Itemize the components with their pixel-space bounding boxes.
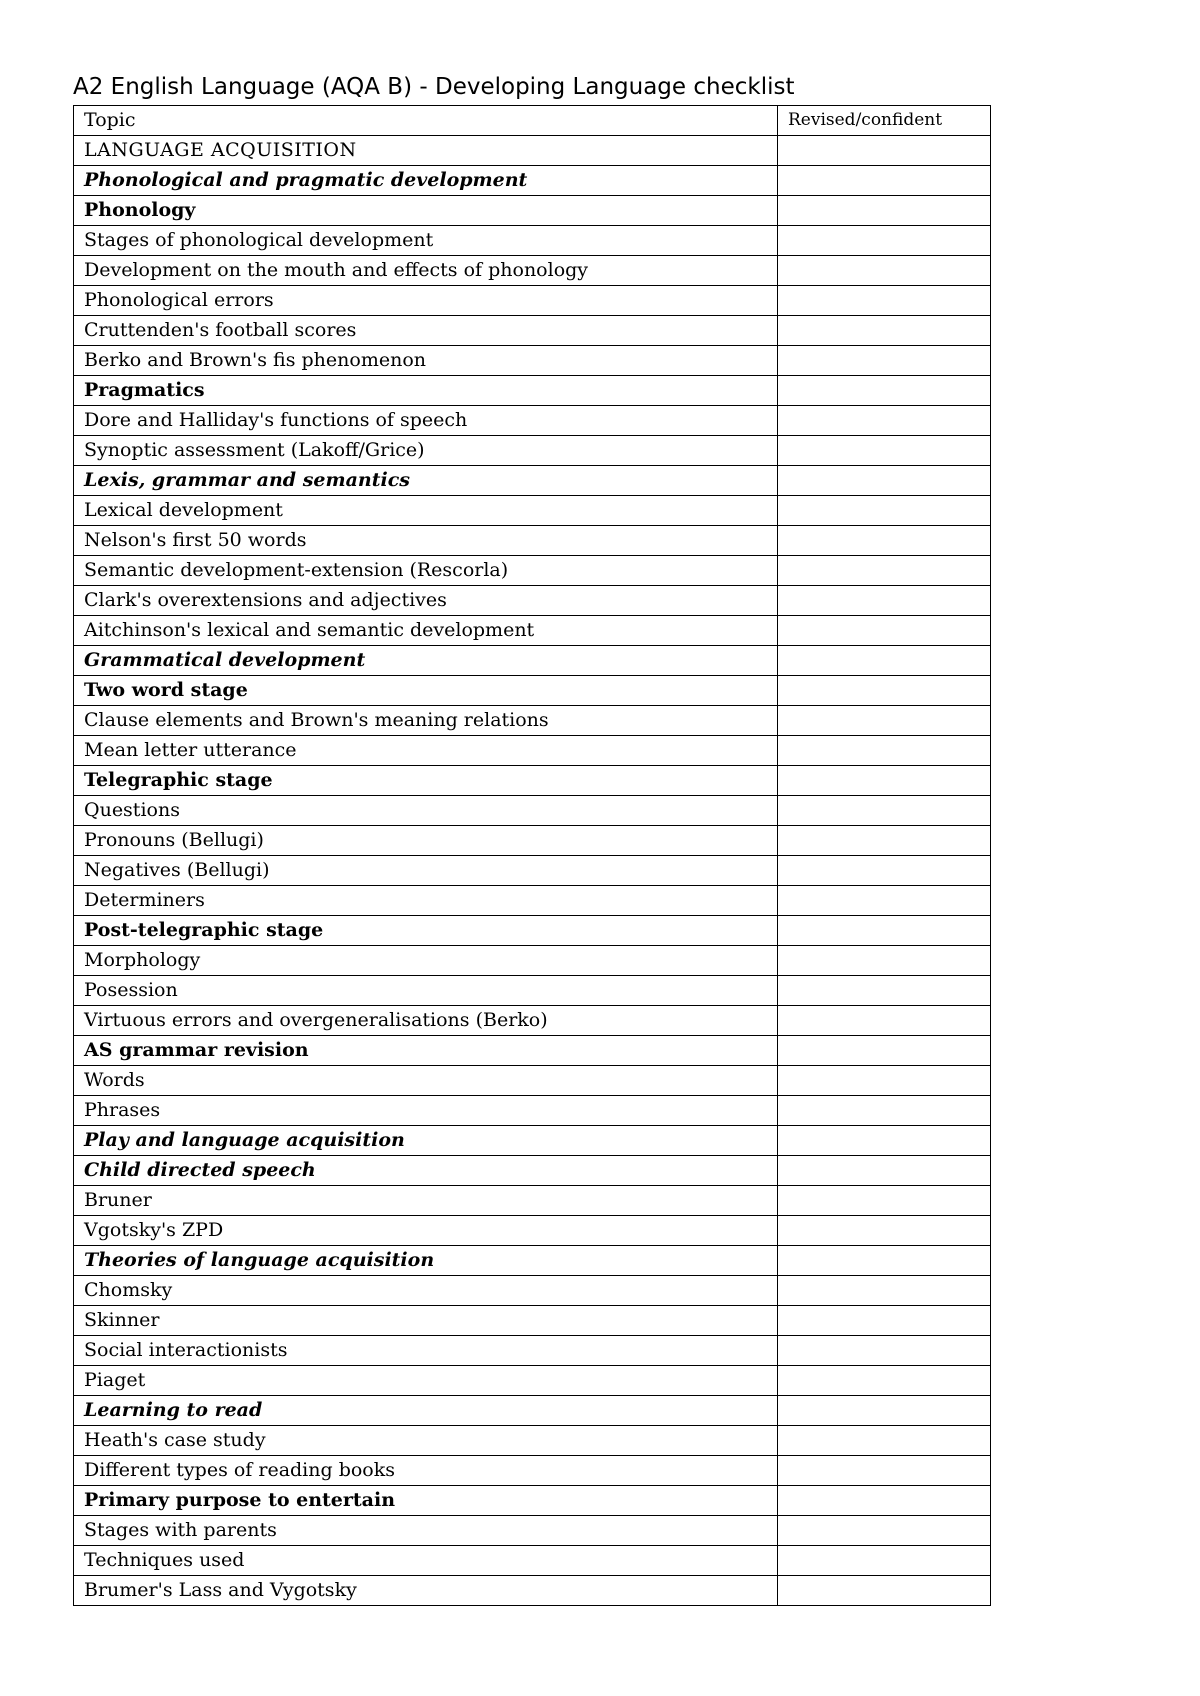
revised-confident-cell[interactable] (778, 346, 991, 376)
topic-cell: Pronouns (Bellugi) (74, 826, 778, 856)
revised-confident-cell[interactable] (778, 1336, 991, 1366)
topic-cell: Play and language acquisition (74, 1126, 778, 1156)
table-row (74, 1486, 991, 1516)
topic-cell: Negatives (Bellugi) (74, 856, 778, 886)
table-row (74, 406, 991, 436)
topic-cell: Morphology (74, 946, 778, 976)
table-row (74, 1096, 991, 1126)
table-row (74, 1126, 991, 1156)
topic-cell: Synoptic assessment (Lakoff/Grice) (74, 436, 778, 466)
revised-confident-cell[interactable] (778, 526, 991, 556)
table-row (74, 706, 991, 736)
table-row (74, 1306, 991, 1336)
revised-confident-cell[interactable] (778, 916, 991, 946)
topic-cell: Mean letter utterance (74, 736, 778, 766)
revised-confident-cell[interactable] (778, 1246, 991, 1276)
topic-cell: Virtuous errors and overgeneralisations (Berko) (74, 1006, 778, 1036)
table-row (74, 826, 991, 856)
revised-confident-cell[interactable] (778, 256, 991, 286)
table-row (74, 1516, 991, 1546)
table-row (74, 1066, 991, 1096)
table-row (74, 376, 991, 406)
table-row (74, 286, 991, 316)
revised-confident-cell[interactable] (778, 856, 991, 886)
topic-cell: Berko and Brown's fis phenomenon (74, 346, 778, 376)
table-row (74, 526, 991, 556)
topic-cell: Dore and Halliday's functions of speech (74, 406, 778, 436)
revised-confident-cell[interactable] (778, 1006, 991, 1036)
revised-confident-cell[interactable] (778, 1036, 991, 1066)
table-row (74, 1156, 991, 1186)
revised-confident-cell[interactable] (778, 1546, 991, 1576)
topic-column-header: Topic (74, 106, 778, 136)
revised-confident-cell[interactable] (778, 436, 991, 466)
revised-confident-cell[interactable] (778, 1576, 991, 1606)
revised-confident-cell[interactable] (778, 1306, 991, 1336)
table-row (74, 946, 991, 976)
topic-cell: Cruttenden's football scores (74, 316, 778, 346)
revised-confident-cell[interactable] (778, 166, 991, 196)
topic-cell: Heath's case study (74, 1426, 778, 1456)
table-row (74, 496, 991, 526)
table-row (74, 346, 991, 376)
revised-confident-cell[interactable] (778, 676, 991, 706)
topic-cell: Primary purpose to entertain (74, 1486, 778, 1516)
topic-cell: Telegraphic stage (74, 766, 778, 796)
topic-cell: Grammatical development (74, 646, 778, 676)
topic-cell: Child directed speech (74, 1156, 778, 1186)
revised-confident-cell[interactable] (778, 1276, 991, 1306)
table-row (74, 1396, 991, 1426)
revised-confident-cell[interactable] (778, 1486, 991, 1516)
topic-cell: Two word stage (74, 676, 778, 706)
table-row (74, 466, 991, 496)
topic-cell: Skinner (74, 1306, 778, 1336)
table-row (74, 316, 991, 346)
table-row (74, 556, 991, 586)
table-row (74, 1216, 991, 1246)
table-row (74, 1456, 991, 1486)
revised-confident-cell[interactable] (778, 316, 991, 346)
table-row (74, 1576, 991, 1606)
revised-confident-cell[interactable] (778, 616, 991, 646)
topic-cell: Techniques used (74, 1546, 778, 1576)
topic-cell: Clause elements and Brown's meaning relations (74, 706, 778, 736)
revised-confident-cell[interactable] (778, 406, 991, 436)
revised-confident-cell[interactable] (778, 1126, 991, 1156)
revised-confident-cell[interactable] (778, 706, 991, 736)
revised-confident-cell[interactable] (778, 1366, 991, 1396)
table-row (74, 1006, 991, 1036)
topic-cell: Learning to read (74, 1396, 778, 1426)
topic-cell: Phonology (74, 196, 778, 226)
topic-cell: Phonological and pragmatic development (74, 166, 778, 196)
topic-cell: Chomsky (74, 1276, 778, 1306)
table-row (74, 976, 991, 1006)
revised-confident-cell[interactable] (778, 826, 991, 856)
table-row (74, 436, 991, 466)
topic-cell: Phrases (74, 1096, 778, 1126)
revised-confident-cell[interactable] (778, 556, 991, 586)
revised-confident-cell[interactable] (778, 226, 991, 256)
topic-cell: Development on the mouth and effects of phonology (74, 256, 778, 286)
revised-confident-cell[interactable] (778, 1066, 991, 1096)
table-row (74, 646, 991, 676)
checklist-body (74, 136, 991, 1606)
revised-confident-cell[interactable] (778, 586, 991, 616)
topic-cell: Brumer's Lass and Vygotsky (74, 1576, 778, 1606)
topic-cell: LANGUAGE ACQUISITION (74, 136, 778, 166)
topic-cell: Lexical development (74, 496, 778, 526)
table-row (74, 1036, 991, 1066)
table-row (74, 856, 991, 886)
topic-cell: Theories of language acquisition (74, 1246, 778, 1276)
revised-confident-cell[interactable] (778, 1186, 991, 1216)
table-row (74, 1186, 991, 1216)
topic-cell: Piaget (74, 1366, 778, 1396)
table-row (74, 226, 991, 256)
topic-cell: Nelson's first 50 words (74, 526, 778, 556)
revised-confident-cell[interactable] (778, 736, 991, 766)
table-row (74, 1546, 991, 1576)
topic-cell: Questions (74, 796, 778, 826)
status-column-header: Revised/confident (778, 106, 991, 136)
revised-confident-cell[interactable] (778, 796, 991, 826)
revised-confident-cell[interactable] (778, 976, 991, 1006)
revised-confident-cell[interactable] (778, 946, 991, 976)
topic-cell: Lexis, grammar and semantics (74, 466, 778, 496)
revised-confident-cell[interactable] (778, 196, 991, 226)
table-row (74, 586, 991, 616)
revised-confident-cell[interactable] (778, 466, 991, 496)
table-row (74, 676, 991, 706)
table-row (74, 1276, 991, 1306)
topic-cell: Vgotsky's ZPD (74, 1216, 778, 1246)
table-row (74, 196, 991, 226)
revised-confident-cell[interactable] (778, 496, 991, 526)
revised-confident-cell[interactable] (778, 376, 991, 406)
topic-cell: Pragmatics (74, 376, 778, 406)
topic-cell: Determiners (74, 886, 778, 916)
table-row (74, 616, 991, 646)
table-row (74, 736, 991, 766)
table-row (74, 796, 991, 826)
topic-cell: Different types of reading books (74, 1456, 778, 1486)
topic-cell: Bruner (74, 1186, 778, 1216)
table-row (74, 1366, 991, 1396)
topic-cell: Phonological errors (74, 286, 778, 316)
table-row (74, 1336, 991, 1366)
topic-cell: Stages with parents (74, 1516, 778, 1546)
revised-confident-cell[interactable] (778, 1396, 991, 1426)
document-title: A2 English Language (AQA B) - Developing Language checklist (73, 74, 795, 100)
table-row (74, 1246, 991, 1276)
topic-cell: Post-telegraphic stage (74, 916, 778, 946)
revised-confident-cell[interactable] (778, 136, 991, 166)
topic-cell: Stages of phonological development (74, 226, 778, 256)
topic-cell: Words (74, 1066, 778, 1096)
table-row (74, 256, 991, 286)
revised-confident-cell[interactable] (778, 1216, 991, 1246)
revised-confident-cell[interactable] (778, 1456, 991, 1486)
table-row (74, 166, 991, 196)
table-row (74, 1426, 991, 1456)
revised-confident-cell[interactable] (778, 1156, 991, 1186)
revised-confident-cell[interactable] (778, 766, 991, 796)
table-row (74, 916, 991, 946)
checklist-table (73, 105, 991, 1606)
topic-cell: Clark's overextensions and adjectives (74, 586, 778, 616)
topic-cell: AS grammar revision (74, 1036, 778, 1066)
revised-confident-cell[interactable] (778, 286, 991, 316)
revised-confident-cell[interactable] (778, 1096, 991, 1126)
revised-confident-cell[interactable] (778, 1516, 991, 1546)
topic-cell: Semantic development-extension (Rescorla) (74, 556, 778, 586)
topic-cell: Aitchinson's lexical and semantic development (74, 616, 778, 646)
topic-cell: Posession (74, 976, 778, 1006)
revised-confident-cell[interactable] (778, 646, 991, 676)
revised-confident-cell[interactable] (778, 1426, 991, 1456)
table-row (74, 766, 991, 796)
table-header-row (74, 106, 991, 136)
table-row (74, 886, 991, 916)
revised-confident-cell[interactable] (778, 886, 991, 916)
topic-cell: Social interactionists (74, 1336, 778, 1366)
table-row (74, 136, 991, 166)
